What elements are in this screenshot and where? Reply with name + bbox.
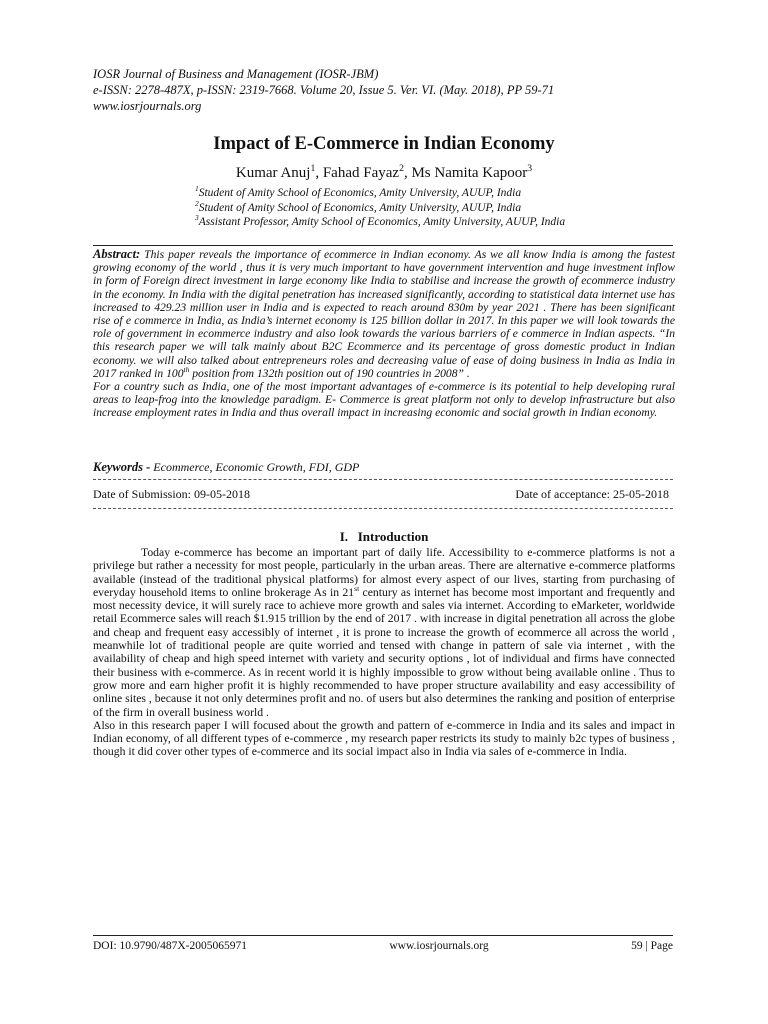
abstract-text: This paper reveals the importance of ecommerce in Indian economy. As we all know India is among the fastest growing economy of the world , thus it is very much important to have government intervention and huge investment inflow in form of Foreign direct investment in large economy like India to stabilise and increase the growth of ecommerce industry in the economy. In India with the digital penetration has increased significantly, according to statistical data internet use has increased to 429.23 million user in India and is expected to reach around 830m by year 2021 . There has been significant rise of e commerce in India, as India’s internet economy is 125 billion dollar in 2017. In this paper we will look towards the role of government in ecommerce industry and also look towards the various barriers of e commerce in Indian aspects. “In this research paper we will talk mainly about B2C Ecommerce and its percentage of gross domestic product in Indian economy. we will also talked about entrepreneurs roles and decreasing value of ease of doing business in India as India in 2017 ranked in 100 — [93, 248, 675, 380]
journal-issn: e-ISSN: 2278-487X, p-ISSN: 2319-7668. Volume 20, Issue 5. Ver. VI. (May. 2018), PP 59-71 — [93, 83, 555, 97]
section-title: Introduction — [357, 529, 429, 544]
introduction-body — [93, 546, 675, 759]
abstract-paragraph-2: For a country such as India, one of the most important advantages of e-commerce is its potential to help developing rural areas to leap-frog into the knowledge paradigm. E- Commerce is great platform not only to develop infrastructure but also increase employment rates in India and thus overall impact in increasing economic and social growth in Indian economy. — [93, 380, 675, 420]
acceptance-date: Date of acceptance: 25-05-2018 — [515, 487, 669, 501]
author-sup: 1 — [310, 163, 316, 174]
footer-rule — [93, 935, 673, 936]
author-separator: , — [403, 165, 412, 181]
author-name: Fahad Fayaz — [322, 165, 400, 181]
affiliation-sup: 3 — [195, 213, 199, 223]
dates-bottom-divider — [93, 508, 673, 509]
dates-row — [93, 487, 669, 502]
affiliation-sup: 2 — [195, 198, 199, 208]
intro-text: Today e-commerce has become an important part of daily life. Accessibility to e-commerce platforms is not a privilege but rather a necessity for most people, particularly in the urban areas. There are alternative e-commerce platforms available (instead of the traditional physical platforms) for almost every aspect of our lives, starting from purchasing of everyday household items to online brokerage As in 21 — [93, 546, 675, 599]
footer-doi: DOI: 10.9790/487X-2005065971 — [93, 940, 247, 952]
section-number: I. — [339, 529, 348, 544]
affiliation-line — [195, 215, 565, 230]
abstract-paragraph — [93, 248, 675, 380]
intro-paragraph-2: Also in this research paper I will focused about the growth and pattern of e-commerce in India and its sales and impact in Indian economy, of all different types of e-commerce , my research paper restricts its study to mainly b2c types of business , though it did cover other types of e-commerce and its social impact also in India via sales of e-commerce in India. — [93, 718, 675, 759]
author-sup: 2 — [399, 163, 404, 174]
author-name: Kumar Anuj — [235, 165, 311, 181]
footer-website[interactable]: www.iosrjournals.org — [389, 940, 489, 952]
paper-title: Impact of E-Commerce in Indian Economy — [213, 134, 555, 154]
intro-paragraph-1 — [93, 546, 675, 719]
keywords — [93, 460, 359, 475]
abstract — [93, 248, 675, 420]
author-list — [0, 165, 768, 182]
keywords-label: Keywords - — [93, 460, 151, 474]
dates-top-divider — [93, 479, 673, 480]
affiliation-text: Assistant Professor, Amity School of Economics, Amity University, AUUP, India — [198, 216, 566, 228]
footer-page-number: 59 | Page — [631, 940, 673, 952]
author-separator: , — [315, 165, 323, 181]
keywords-text: Ecommerce, Economic Growth, FDI, GDP — [150, 460, 360, 474]
affiliation-line — [195, 186, 565, 201]
author-sup: 3 — [527, 163, 533, 174]
affiliation-line — [195, 198, 565, 216]
submission-date: Date of Submission: 09-05-2018 — [93, 487, 250, 501]
intro-sup: st — [354, 584, 360, 593]
affiliation-sup: 1 — [195, 184, 199, 194]
journal-header — [93, 66, 554, 114]
abstract-sup: th — [183, 364, 190, 374]
section-heading — [0, 529, 768, 545]
author-name: Ms Namita Kapoor — [411, 165, 528, 181]
page-footer — [93, 940, 673, 952]
affiliations — [195, 186, 565, 230]
journal-name: IOSR Journal of Business and Management (IOSR-JBM) — [93, 67, 379, 81]
abstract-top-rule — [93, 245, 673, 246]
journal-website[interactable]: www.iosrjournals.org — [93, 99, 202, 113]
intro-text-cont: century as internet has become most important and frequently and most necessity device, it will surely race to achieve more growth and sales via internet. According to eMarketer, worldwide retail Ecommerce sales will reach $1.915 trillion by the end of 2017 . with increase in digital penetration all across the globe and cheap and frequent easy accessibly of internet , it is prone to increase the growth of ecommerce all across the world , meanwhile lot of traditional people are quite worried and tensed with change in pattern of sale via internet , with the availability of cheap and high speed internet with variety and security options , lot of individual and firms have connected their business with e-commerce. As in recent world it is highly impossible to grow without being available online . Thus to grow more and earn higher profit it is highly recommended to have proper structure availability and easy accessibility of online sites , because it not only determines profit and no. of users but also determines the ranking and position of enterprise of the firm in overall business world . — [93, 585, 675, 719]
affiliation-text: Student of Amity School of Economics, Amity University, AUUP, India — [198, 201, 522, 214]
abstract-text-cont: position from 132th position out of 190 countries in 2008” . — [189, 366, 470, 380]
affiliation-text: Student of Amity School of Economics, Amity University, AUUP, India — [198, 187, 522, 199]
abstract-label: Abstract: — [93, 247, 141, 261]
